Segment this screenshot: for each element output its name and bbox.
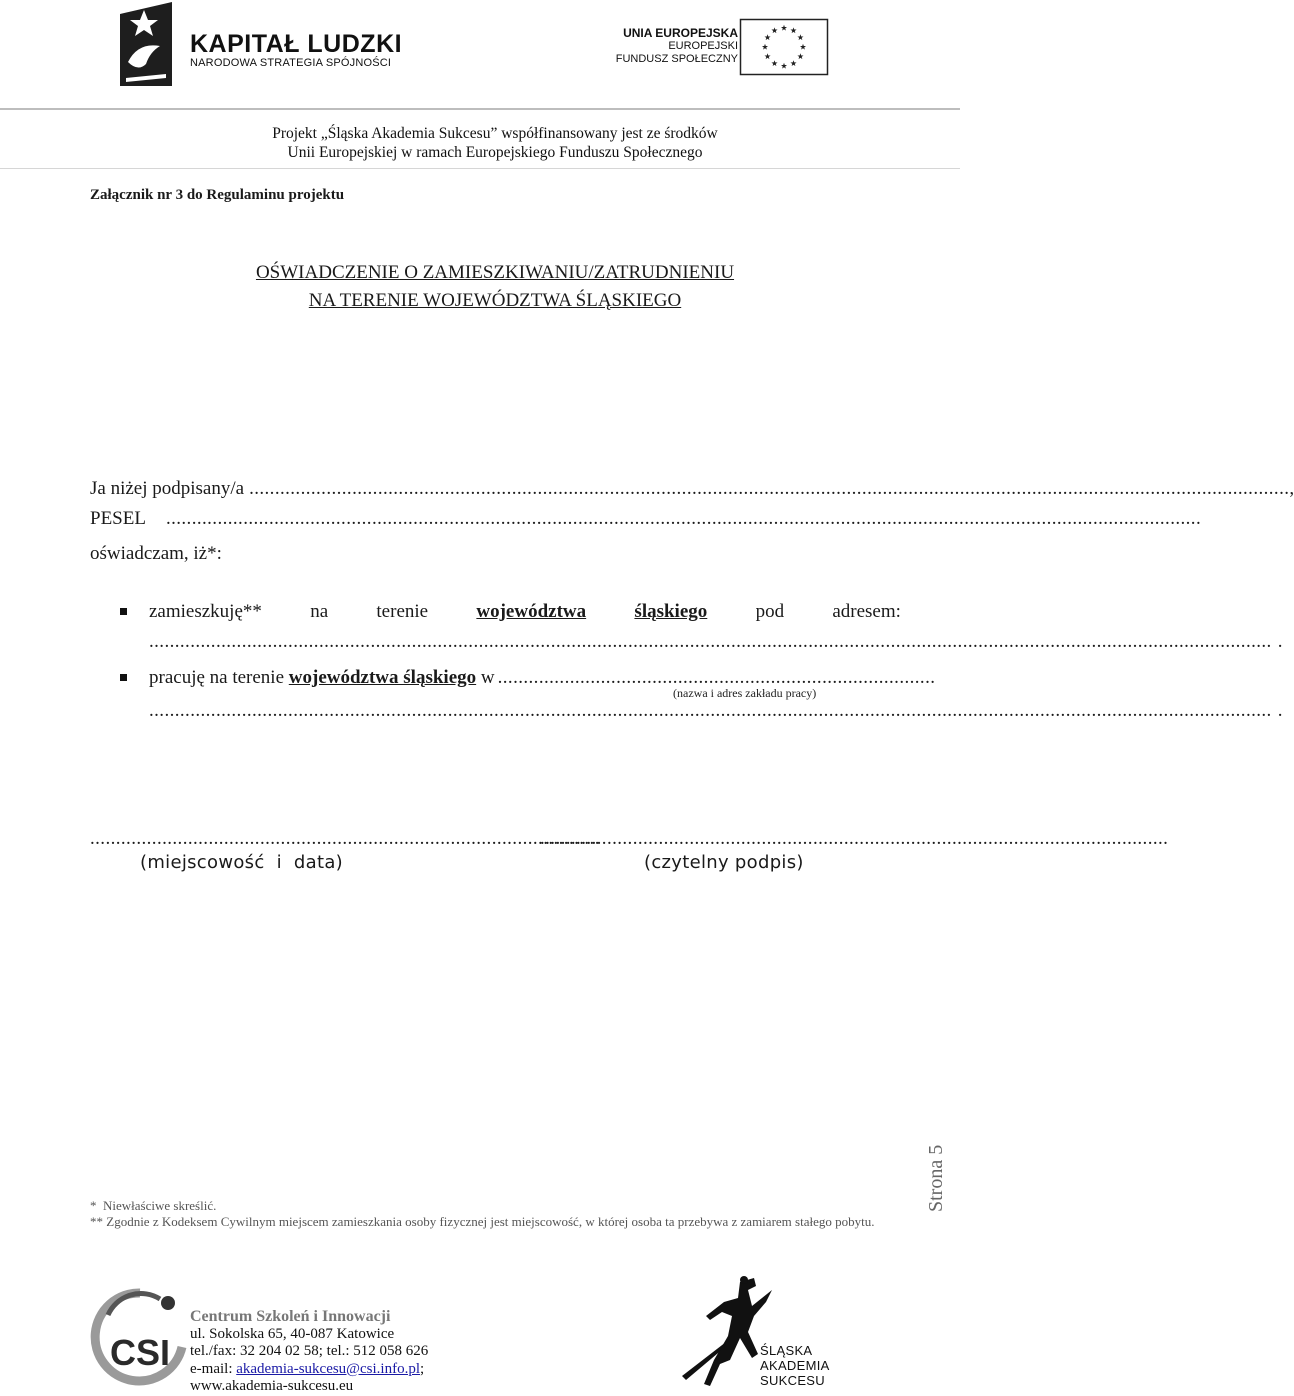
address-end: . [1277,631,1283,652]
resident-word: na [310,601,329,622]
place-date-label: (miejscowość i data) [140,852,343,873]
pesel-fill-dots[interactable]: ......................................................................................................................................................................................................... [165,508,1202,529]
footnote-2: ** Zgodnie z Kodeksem Cywilnym miejscem zamieszkania osoby fizycznej jest miejscowość, w której osoba ta przebywa z zamiarem stałego pobytu. [90,1214,875,1229]
email-link[interactable]: akademia-sukcesu@csi.info.pl [236,1360,420,1377]
organization-info [190,1308,428,1396]
employer-hint: (nazwa i adres zakładu pracy) [673,686,817,700]
declaration-label: oświadczam, iż*: [90,543,222,564]
kapital-ludzki-logo-icon [120,2,172,86]
bullet-icon [120,608,127,615]
annex-label: Załącznik nr 3 do Regulaminu projektu [90,187,345,203]
pesel-label: PESEL [90,508,146,529]
csi-logo-text: CSI [109,1332,171,1373]
project-info [0,124,990,162]
address-fill-dots[interactable]: .......................................................................................................................................................................................................................... [149,631,1272,652]
org-phones: tel./fax: 32 204 02 58; tel.: 512 058 626 [190,1343,429,1359]
title-line-1: OŚWIADCZENIE O ZAMIESZKIWANIU/ZATRUDNIENIU [255,262,735,283]
sas-line-3: SUKCESU [760,1373,825,1388]
email-end: ; [420,1360,425,1377]
kapital-ludzki-title: KAPITAŁ LUDZKI [190,30,403,58]
employment-prefix: pracuję na terenie [149,667,285,688]
bullet-icon [120,674,127,681]
resident-voivodeship: województwa [476,601,587,622]
csi-logo-icon [90,1285,190,1390]
resident-statement [149,599,901,625]
resident-word: adresem: [832,601,901,622]
signature-label: (czytelny podpis) [644,852,804,873]
name-end: , [1289,478,1294,499]
eu-flag-icon [740,19,828,75]
resident-word: pod [755,601,785,622]
header-divider [0,108,960,110]
project-line-2: Unii Europejskiej w ramach Europejskiego Funduszu Społecznego [287,144,703,161]
signature-field[interactable]: .......................................................................................................................... [540,828,1169,849]
name-field-line[interactable] [90,476,1294,502]
eu-line-3: FUNDUSZ SPOŁECZNY [615,53,738,65]
eu-line-2: EUROPEJSKI [668,40,738,52]
title-line-2: NA TERENIE WOJEWÓDZTWA ŚLĄSKIEGO [308,290,682,311]
email-label: e-mail: [190,1360,233,1377]
sas-line-1: ŚLĄSKA [760,1343,813,1358]
resident-voivodeship-2: śląskiego [634,601,708,622]
pesel-field-line[interactable] [90,506,1202,532]
sas-line-2: AKADEMIA [760,1358,830,1373]
name-fill-dots[interactable]: .......................................................................................................................................................................................................... [249,478,1290,499]
org-name: Centrum Szkoleń i Innowacji [190,1308,391,1325]
employer-fill-dots-2[interactable]: .......................................................................................................................................................................................................................... [149,700,1272,721]
kapital-ludzki-subtitle: NARODOWA STRATEGIA SPÓJNOŚCI [190,57,392,69]
footnotes [90,1198,910,1230]
document-title [0,259,990,315]
resident-word: zamieszkuję** [149,601,262,622]
org-website[interactable]: www.akademia-sukcesu.eu [190,1378,354,1394]
employer-fill-dots[interactable]: ..................................................................................... [497,667,936,688]
org-address: ul. Sokolska 65, 40-087 Katowice [190,1325,395,1342]
eu-fund-label [616,27,738,66]
org-email-line [190,1361,428,1379]
page-number: Strona 5 [925,1144,947,1212]
employment-voivodeship: województwa śląskiego [288,667,477,688]
header-divider-2 [0,168,960,169]
name-label: Ja niżej podpisany/a [90,478,245,499]
place-date-field[interactable]: ................................................................................................... [90,828,600,849]
eu-line-1: UNIA EUROPEJSKA [623,26,738,40]
footnote-1: * Niewłaściwe skreślić. [90,1198,217,1213]
employer-end: . [1277,700,1283,721]
employer-field-line[interactable] [149,698,1283,724]
address-field-line[interactable] [149,629,1283,655]
employment-suffix: w [480,667,495,688]
project-line-1: Projekt „Śląska Akademia Sukcesu” współfinansowany jest ze środków [272,125,718,142]
resident-word: terenie [376,601,429,622]
sas-logo-text [760,1343,830,1388]
